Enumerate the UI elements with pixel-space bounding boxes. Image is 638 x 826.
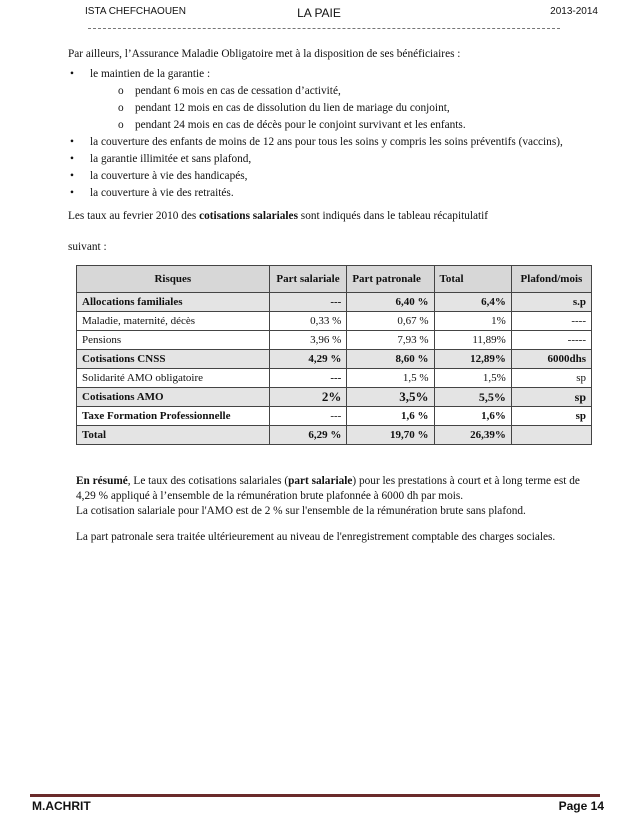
table-cell: ---- [511, 312, 591, 331]
table-cell: 3,5% [347, 388, 434, 407]
table-cell: Solidarité AMO obligatoire [77, 369, 270, 388]
circle-bullet-icon: o [118, 102, 124, 114]
table-cell: 1,5 % [347, 369, 434, 388]
table-cell: 19,70 % [347, 426, 434, 445]
sub-list-item: o pendant 24 mois en cas de décès pour le conjoint survivant et les enfants. [90, 117, 588, 134]
table-cell: sp [511, 369, 591, 388]
table-cell: 1,6% [434, 407, 511, 426]
table-cell: 0,33 % [269, 312, 347, 331]
table-cell: 6,40 % [347, 293, 434, 312]
table-row [77, 293, 592, 312]
footer-author: M.ACHRIT [32, 799, 91, 813]
table-cell: 1,5% [434, 369, 511, 388]
summary-paragraph: En résumé, Le taux des cotisations salariales (part salariale) pour les prestations à court et à long terme est de 4,29 % appliqué à l’ensemble de la rémunération brute plafonnée à 6000 dh par mois. [76, 475, 580, 502]
table-cell: --- [269, 293, 347, 312]
table-row [77, 388, 592, 407]
table-cell: 1,6 % [347, 407, 434, 426]
table-cell: Allocations familiales [77, 293, 270, 312]
patronale-paragraph: La part patronale sera traitée ultérieurement au niveau de l'enregistrement comptable des charges sociales. [76, 531, 556, 543]
table-cell: Cotisations CNSS [77, 350, 270, 369]
header-title: LA PAIE [297, 6, 341, 20]
body-text [68, 46, 588, 256]
table-cell: --- [269, 369, 347, 388]
table-cell: 4,29 % [269, 350, 347, 369]
sub-list-item: o pendant 12 mois en cas de dissolution du lien de mariage du conjoint, [90, 100, 588, 117]
bullet-icon: • [70, 187, 74, 199]
table-cell: Taxe Formation Professionnelle [77, 407, 270, 426]
table-cell: sp [511, 407, 591, 426]
table-cell: ----- [511, 331, 591, 350]
table-cell: sp [511, 388, 591, 407]
table-cell: 3,96 % [269, 331, 347, 350]
circle-bullet-icon: o [118, 119, 124, 131]
contributions-table [76, 265, 592, 445]
bullet-icon: • [70, 170, 74, 182]
list-item: • le maintien de la garantie : o pendant 6 mois en cas de cessation d’activité, o pendant 12 mois en cas de dissolution du lien de mariage du conjoint, o pendant 24 mois en cas de décès pour le conjoint survivant et les enfants. [68, 66, 588, 134]
footer-rule [30, 794, 600, 797]
table-cell: Maladie, maternité, décès [77, 312, 270, 331]
table-cell: 1% [434, 312, 511, 331]
amo-paragraph: La cotisation salariale pour l'AMO est de 2 % sur l'ensemble de la rémunération brute sans plafond. [76, 505, 526, 517]
table-cell: 6,4% [434, 293, 511, 312]
table-cell: 8,60 % [347, 350, 434, 369]
table-row [77, 426, 592, 445]
list-item: • la couverture à vie des handicapés, [68, 168, 588, 185]
col-header-plafond: Plafond/mois [511, 266, 591, 293]
table-cell: 26,39% [434, 426, 511, 445]
summary-section [76, 474, 586, 546]
table-cell: Total [77, 426, 270, 445]
rates-paragraph: Les taux au fevrier 2010 des cotisations salariales sont indiqués dans le tableau récapitulatif [68, 210, 489, 222]
header-year: 2013-2014 [550, 6, 598, 17]
bullet-icon: • [70, 153, 74, 165]
table-row [77, 331, 592, 350]
sub-list-item: o pendant 6 mois en cas de cessation d’activité, [90, 83, 588, 100]
table-cell [511, 426, 591, 445]
header-school: ISTA CHEFCHAOUEN [85, 6, 186, 17]
table-cell: 6000dhs [511, 350, 591, 369]
suivant-text: suivant : [68, 241, 107, 253]
sub-list [90, 83, 588, 134]
list-item: • la couverture à vie des retraités. [68, 185, 588, 202]
table-row [77, 312, 592, 331]
table-row [77, 369, 592, 388]
table-cell: 11,89% [434, 331, 511, 350]
footer-page-number: Page 14 [558, 799, 604, 813]
bullet-icon: • [70, 136, 74, 148]
benefits-list [68, 66, 588, 202]
col-header-risques: Risques [77, 266, 270, 293]
table-cell: Cotisations AMO [77, 388, 270, 407]
table-cell: 5,5% [434, 388, 511, 407]
list-item: • la couverture des enfants de moins de 12 ans pour tous les soins y compris les soins préventifs (vaccins), [68, 134, 588, 151]
list-item: • la garantie illimitée et sans plafond, [68, 151, 588, 168]
table-row [77, 407, 592, 426]
table-cell: 0,67 % [347, 312, 434, 331]
table-cell: 2% [269, 388, 347, 407]
header-dashed-rule [88, 28, 560, 29]
table-row [77, 350, 592, 369]
table-cell: 12,89% [434, 350, 511, 369]
bullet-icon: • [70, 68, 74, 80]
table-cell: 7,93 % [347, 331, 434, 350]
circle-bullet-icon: o [118, 85, 124, 97]
table-cell: s.p [511, 293, 591, 312]
col-header-total: Total [434, 266, 511, 293]
table-header-row [77, 266, 592, 293]
table-cell: 6,29 % [269, 426, 347, 445]
intro-paragraph: Par ailleurs, l’Assurance Maladie Obligatoire met à la disposition de ses bénéficiaires : [68, 48, 461, 60]
col-header-part-salariale: Part salariale [269, 266, 347, 293]
col-header-part-patronale: Part patronale [347, 266, 434, 293]
table-cell: Pensions [77, 331, 270, 350]
table-cell: --- [269, 407, 347, 426]
